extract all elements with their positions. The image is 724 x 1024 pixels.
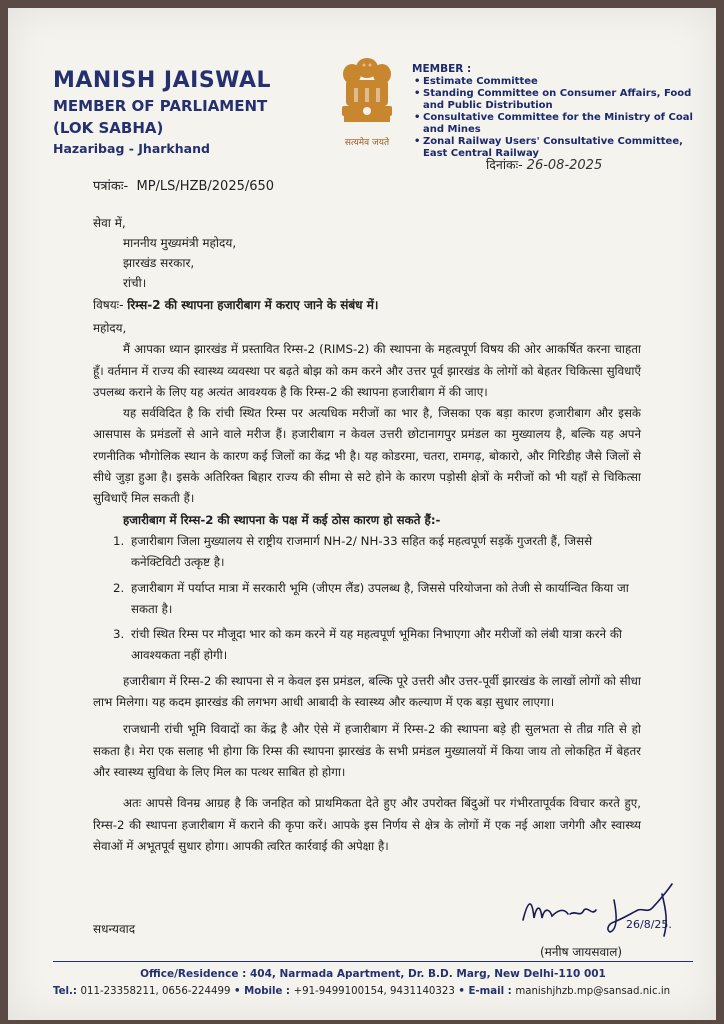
sender-constituency: Hazaribag - Jharkhand [53, 141, 210, 156]
address-line: रांची। [123, 276, 147, 290]
subject-text: रिम्स-2 की स्थापना हजारीबाग में कराए जाने के संबंध में। [127, 298, 379, 312]
list-number: 3. [113, 627, 125, 642]
mobile-value: +91-9499100154, 9431140323 [293, 986, 455, 997]
paragraph: मैं आपका ध्यान झारखंड में प्रस्तावित रिम्स-2 (RIMS-2) की स्थापना के महत्वपूर्ण विषय की ओर आकर्षित करना चाहता हूँ। वर्तमान में राज्य की स्वास्थ्य व्यवस्था पर बढ़ते बोझ को कम करने और उत्तर पूर्व झारखंड के लोगों को बेहतर चिकित्सा सुविधाएँ उपलब्ध कराने के लिए यह अत्यंत आवश्यक है कि रिम्स-2 की स्थापना हजारीबाग में की जाए। [93, 342, 641, 399]
membership-item: • Consultative Committee for the Ministry of Coal and Mines [423, 112, 702, 136]
subject-label: विषयः- [93, 298, 124, 312]
office-value: 404, Narmada Apartment, Dr. B.D. Marg, New Delhi-110 001 [249, 968, 606, 980]
list-text: हजारीबाग जिला मुख्यालय से राष्ट्रीय राजमार्ग NH-2/ NH-33 सहित कई महत्वपूर्ण सड़कें गुजरती हैं, जिससे कनेक्टिविटी उत्कृष्ट है। [131, 533, 593, 570]
address-line: सेवा में, [93, 216, 126, 230]
sender-name: MANISH JAISWAL [53, 68, 271, 93]
membership-item: • Zonal Railway Users' Consultative Committee, East Central Railway [423, 136, 702, 160]
reasons-heading: हजारीबाग में रिम्स-2 की स्थापना के पक्ष में कई ठोस कारण हो सकते हैं:- [123, 512, 441, 527]
tel-value: 011-23358211, 0656-224499 [80, 986, 231, 997]
signature-date: 26/8/25. [626, 918, 672, 931]
ref-value: MP/LS/HZB/2025/650 [136, 179, 275, 194]
email-label: E-mail : [468, 986, 512, 997]
footer-divider [53, 961, 693, 962]
emblem-motto: सत्यमेव जयते [344, 138, 390, 148]
signatory-name: (मनीष जायसवाल) [540, 945, 623, 959]
date-label: दिनांकः- [486, 157, 523, 172]
paragraph: अतः आपसे विनम्र आग्रह है कि जनहित को प्राथमिकता देते हुए और उपरोक्त बिंदुओं पर गंभीरतापूर्वक विचार करते हुए, रिम्स-2 की स्थापना हजारीबाग में कराने की कृपा करें। आपके इस निर्णय से क्षेत्र के लोगों में एक नई आशा जगेगी और स्वास्थ्य सेवाओं में अभूतपूर्व सुधार होगा। आपकी त्वरित कार्रवाई की अपेक्षा है। [93, 796, 641, 853]
ref-label: पत्रांकः- [93, 179, 129, 194]
list-text: रांची स्थित रिम्स पर मौजूदा भार को कम करने में यह महत्वपूर्ण भूमिका निभाएगा और मरीजों को लंबी यात्रा करने की आवश्यकता नहीं होगी। [131, 627, 622, 663]
membership-heading: MEMBER : [412, 63, 472, 75]
tel-label: Tel.: [53, 986, 77, 997]
list-number: 2. [113, 580, 125, 595]
list-number: 1. [113, 533, 125, 548]
committee-membership [412, 63, 702, 160]
closing: सधन्यवाद [93, 922, 136, 936]
footer-contacts: Tel.: 011-23358211, 0656-224499 • Mobile : +91-9499100154, 9431140323 • E-mail : manishjhzb.mp@sansad.nic.in [53, 986, 671, 997]
date-value: 26-08-2025 [526, 158, 603, 173]
letter-body [93, 318, 641, 857]
sender-house: (LOK SABHA) [53, 119, 164, 137]
email-value: manishjhzb.mp@sansad.nic.in [515, 986, 671, 997]
mobile-label: Mobile : [244, 986, 291, 997]
address-line: झारखंड सरकार, [123, 256, 195, 270]
reference-number [93, 176, 274, 194]
letter-subject [93, 296, 378, 313]
list-item [93, 531, 641, 574]
membership-item: • Standing Committee on Consumer Affairs, Food and Public Distribution [423, 88, 702, 112]
reasons-list [93, 531, 641, 667]
national-emblem-icon [336, 52, 398, 134]
handwritten-signature [518, 880, 693, 940]
recipient-address [93, 213, 236, 293]
list-text: हजारीबाग में पर्याप्त मात्रा में सरकारी भूमि (जीएम लैंड) उपलब्ध है, जिससे परियोजना को तेजी से कार्यान्वित किया जा सकता है। [131, 580, 629, 616]
paragraph: हजारीबाग में रिम्स-2 की स्थापना से न केवल इस प्रमंडल, बल्कि पूरे उत्तरी और उत्तर-पूर्वी झारखंड के लाखों लोगों को सीधा लाभ मिलेगा। यह कदम झारखंड की लगभग आधी आबादी के स्वास्थ्य और कल्याण में एक बड़ा सुधार लाएगा। [93, 673, 641, 710]
letter-page [8, 8, 716, 1020]
list-item [93, 578, 641, 621]
salutation: महोदय, [93, 321, 127, 335]
address-line: माननीय मुख्यमंत्री महोदय, [123, 236, 237, 250]
paragraph: यह सर्वविदित है कि रांची स्थित रिम्स पर अत्यधिक मरीजों का भार है, जिसका एक बड़ा कारण हजारीबाग और इसके आसपास के प्रमंडलों से आने वाले मरीज हैं। हजारीबाग न केवल उत्तरी छोटानागपुर प्रमंडल का मुख्यालय है, बल्कि यह अपने रणनीतिक भौगोलिक स्थान के कारण कई जिलों का केंद्र भी है। यह कोडरमा, चतरा, रामगढ़, बोकारो, और गिरिडीह जैसे जिलों से सीधे जुड़ा हुआ है। इसके अतिरिक्त बिहार राज्य की सीमा से सटे होने के कारण पड़ोसी क्षेत्रों के मरीजों को भी यहाँ से चिकित्सा सुविधाएँ मिल सकती हैं। [93, 406, 641, 506]
paragraph: राजधानी रांची भूमि विवादों का केंद्र है और ऐसे में हजारीबाग में रिम्स-2 की स्थापना बड़े ही सुलभता से तीव्र गति से हो सकता है। मेरा एक सलाह भी होगा कि रिम्स की स्थापना झारखंड के सभी प्रमंडल मुख्यालयों में किया जाय तो लोकहित में बेहतर और स्वास्थ्य सुविधा के लिए मिल का पत्थर साबित हो होगा। [93, 722, 641, 779]
footer-office [53, 968, 693, 980]
letter-date [486, 156, 602, 173]
sender-title: MEMBER OF PARLIAMENT [53, 97, 268, 115]
membership-item: • Estimate Committee [423, 76, 702, 88]
list-item [93, 624, 641, 667]
letterhead-block [53, 68, 271, 156]
office-label: Office/Residence : [140, 968, 247, 980]
